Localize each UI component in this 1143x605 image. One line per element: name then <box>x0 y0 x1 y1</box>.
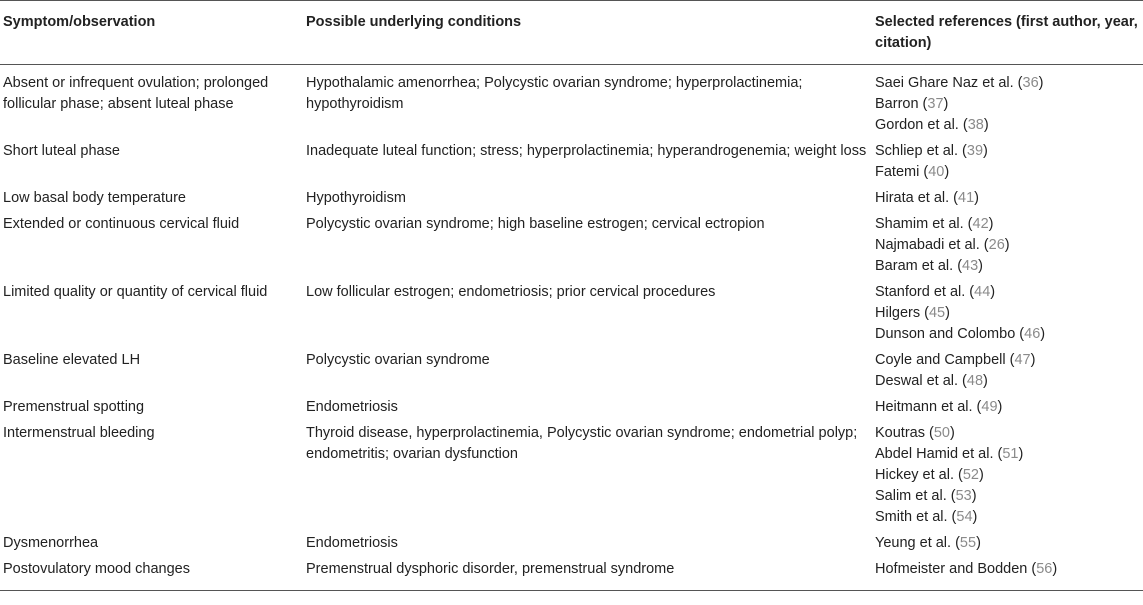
conditions-cell: Hypothalamic amenorrhea; Polycystic ovarian syndrome; hyperprolactinemia; hypothyroidism <box>306 75 803 112</box>
citation-link[interactable]: 41 <box>958 190 975 206</box>
reference-author: Smith et al. <box>875 509 948 525</box>
conditions-cell: Polycystic ovarian syndrome <box>306 352 490 368</box>
reference-author: Yeung et al. <box>875 535 952 551</box>
header-conditions: Possible underlying conditions <box>303 1 872 65</box>
conditions-cell: Endometriosis <box>306 535 398 551</box>
citation-link[interactable]: 36 <box>1022 75 1039 91</box>
reference-entry: Najmabadi et al. (26) <box>875 237 1010 253</box>
symptom-cell: Extended or continuous cervical fluid <box>3 216 240 232</box>
table-row <box>0 348 1143 395</box>
reference-entry: Saei Ghare Naz et al. (36) <box>875 75 1044 91</box>
reference-entry: Smith et al. (54) <box>875 509 978 525</box>
citation-link[interactable]: 46 <box>1024 326 1041 342</box>
reference-entry: Abdel Hamid et al. (51) <box>875 446 1024 462</box>
reference-author: Baram et al. <box>875 258 954 274</box>
citation-link[interactable]: 44 <box>974 284 991 300</box>
reference-entry: Hofmeister and Bodden (56) <box>875 561 1058 577</box>
reference-entry: Yeung et al. (55) <box>875 535 981 551</box>
reference-entry: Hirata et al. (41) <box>875 190 979 206</box>
conditions-cell: Low follicular estrogen; endometriosis; prior cervical procedures <box>306 284 716 300</box>
reference-author: Najmabadi et al. <box>875 237 980 253</box>
conditions-cell: Endometriosis <box>306 399 398 415</box>
reference-entry: Fatemi (40) <box>875 164 950 180</box>
citation-link[interactable]: 54 <box>956 509 973 525</box>
header-references: Selected references (first author, year, citation) <box>872 1 1143 65</box>
reference-author: Abdel Hamid et al. <box>875 446 994 462</box>
table-row <box>0 280 1143 348</box>
references-cell <box>872 531 1143 557</box>
reference-entry: Koutras (50) <box>875 425 955 441</box>
conditions-cell: Polycystic ovarian syndrome; high baseline estrogen; cervical ectropion <box>306 216 765 232</box>
symptom-cell: Low basal body temperature <box>3 190 186 206</box>
reference-entry: Gordon et al. (38) <box>875 117 989 133</box>
table-row <box>0 531 1143 557</box>
reference-author: Koutras <box>875 425 925 441</box>
reference-entry: Schliep et al. (39) <box>875 143 988 159</box>
table-row <box>0 395 1143 421</box>
citation-link[interactable]: 55 <box>959 535 977 551</box>
reference-author: Hickey et al. <box>875 467 954 483</box>
reference-author: Stanford et al. <box>875 284 966 300</box>
table-row <box>0 186 1143 212</box>
reference-entry: Dunson and Colombo (46) <box>875 326 1046 342</box>
citation-link[interactable]: 40 <box>928 164 945 180</box>
table-row <box>0 139 1143 186</box>
citation-link[interactable]: 42 <box>972 216 989 232</box>
citation-link[interactable]: 51 <box>1002 446 1019 462</box>
table-row <box>0 212 1143 280</box>
reference-author: Dunson and Colombo <box>875 326 1016 342</box>
symptom-cell: Limited quality or quantity of cervical fluid <box>3 284 268 300</box>
references-cell <box>872 421 1143 531</box>
citation-link[interactable]: 56 <box>1036 561 1053 577</box>
citation-link[interactable]: 45 <box>928 305 946 321</box>
citation-link[interactable]: 48 <box>966 373 984 389</box>
references-cell <box>872 65 1143 140</box>
citation-link[interactable]: 47 <box>1014 352 1031 368</box>
reference-author: Barron <box>875 96 919 112</box>
citation-link[interactable]: 26 <box>988 237 1005 253</box>
citation-link[interactable]: 38 <box>967 117 984 133</box>
references-cell <box>872 280 1143 348</box>
conditions-cell: Inadequate luteal function; stress; hyperprolactinemia; hyperandrogenemia; weight loss <box>306 143 867 159</box>
citation-link[interactable]: 43 <box>962 258 979 274</box>
references-cell <box>872 212 1143 280</box>
symptom-cell: Premenstrual spotting <box>3 399 145 415</box>
reference-author: Gordon et al. <box>875 117 959 133</box>
reference-author: Schliep et al. <box>875 143 959 159</box>
citation-link[interactable]: 37 <box>927 96 944 112</box>
reference-entry: Hickey et al. (52) <box>875 467 984 483</box>
reference-entry: Deswal et al. (48) <box>875 373 988 389</box>
symptom-cell: Dysmenorrhea <box>3 535 99 551</box>
reference-entry: Barron (37) <box>875 96 949 112</box>
header-symptom: Symptom/observation <box>0 1 303 65</box>
reference-entry: Shamim et al. (42) <box>875 216 994 232</box>
reference-author: Coyle and Campbell <box>875 352 1006 368</box>
citation-link[interactable]: 52 <box>962 467 979 483</box>
symptom-cell: Baseline elevated LH <box>3 352 141 368</box>
references-cell <box>872 557 1143 591</box>
reference-entry: Stanford et al. (44) <box>875 284 996 300</box>
reference-entry: Hilgers (45) <box>875 305 950 321</box>
citation-link[interactable]: 49 <box>981 399 998 415</box>
reference-entry: Salim et al. (53) <box>875 488 977 504</box>
references-cell <box>872 139 1143 186</box>
references-cell <box>872 186 1143 212</box>
references-cell <box>872 395 1143 421</box>
symptom-cell: Intermenstrual bleeding <box>3 425 155 441</box>
conditions-cell: Hypothyroidism <box>306 190 406 206</box>
conditions-cell: Thyroid disease, hyperprolactinemia, Polycystic ovarian syndrome; endometrial polyp; endometritis; ovarian dysfunction <box>306 425 858 462</box>
citation-link[interactable]: 53 <box>955 488 972 504</box>
reference-entry: Heitmann et al. (49) <box>875 399 1003 415</box>
reference-author: Shamim et al. <box>875 216 964 232</box>
reference-author: Hirata et al. <box>875 190 950 206</box>
reference-author: Heitmann et al. <box>875 399 973 415</box>
reference-entry: Coyle and Campbell (47) <box>875 352 1036 368</box>
citation-link[interactable]: 50 <box>933 425 950 441</box>
symptom-cell: Postovulatory mood changes <box>0 557 303 591</box>
table-row <box>0 557 1143 591</box>
table-row <box>0 421 1143 531</box>
table-row <box>0 65 1143 140</box>
conditions-cell: Premenstrual dysphoric disorder, premenstrual syndrome <box>303 557 872 591</box>
header-row <box>0 1 1143 65</box>
reference-author: Salim et al. <box>875 488 947 504</box>
references-cell <box>872 348 1143 395</box>
reference-author: Deswal et al. <box>875 373 959 389</box>
citation-link[interactable]: 39 <box>966 143 984 159</box>
reference-author: Saei Ghare Naz et al. <box>875 75 1014 91</box>
reference-author: Hilgers <box>875 305 921 321</box>
symptom-cell: Short luteal phase <box>3 143 120 159</box>
reference-author: Fatemi <box>875 164 920 180</box>
symptom-cell: Absent or infrequent ovulation; prolonged follicular phase; absent luteal phase <box>3 75 269 112</box>
table-body <box>0 65 1143 591</box>
reference-author: Hofmeister and Bodden <box>875 561 1028 577</box>
reference-entry: Baram et al. (43) <box>875 258 984 274</box>
table-header <box>0 1 1143 65</box>
